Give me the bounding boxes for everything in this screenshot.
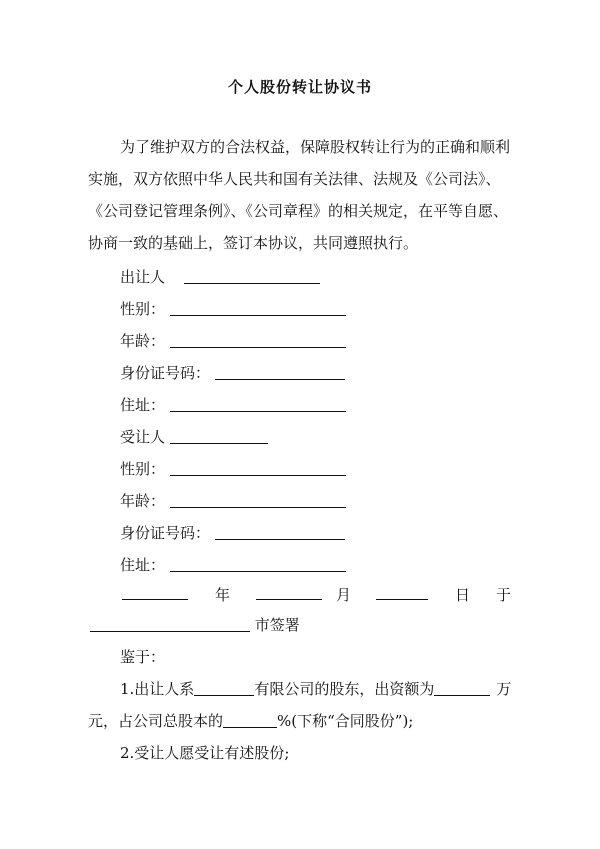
transferee-address-row [120, 554, 346, 575]
transferee-id-label: 身份证号码： [120, 524, 211, 542]
transferor-age-row [120, 330, 346, 351]
intro-line-3: 《公司登记管理条例》、《公司章程》的相关规定，在平等自愿、 [88, 202, 509, 220]
transferor-address-row [120, 394, 346, 415]
city-sign-row [90, 614, 300, 635]
transferee-age-row [120, 490, 346, 511]
transferor-row [120, 266, 320, 287]
intro-line-4: 协商一致的基础上，签订本协议，共同遵照执行。 [88, 234, 419, 252]
year-blank[interactable] [122, 584, 188, 600]
transferee-label: 受让人 [120, 428, 166, 446]
transferor-name-blank[interactable] [184, 268, 320, 284]
transferee-age-label: 年龄： [120, 492, 166, 510]
item1-part-e: %(下称“合同股份”); [277, 712, 414, 730]
transferor-age-blank[interactable] [170, 332, 346, 348]
company-name-blank[interactable] [194, 680, 254, 696]
whereas-heading: 鉴于： [120, 648, 166, 666]
transferee-row [120, 426, 268, 447]
transferor-label: 出让人 [120, 268, 166, 286]
day-blank[interactable] [376, 584, 428, 600]
intro-line-2: 实施，双方依照中华人民共和国有关法律、法规及《公司法》、 [88, 170, 501, 188]
at-label: 于 [496, 586, 512, 604]
intro-line-1: 为了维护双方的合法权益，保障股权转让行为的正确和顺利 [120, 138, 511, 156]
month-label: 月 [336, 586, 352, 604]
transferor-gender-row [120, 298, 346, 319]
whereas-item-1-line-1 [120, 678, 511, 699]
day-label: 日 [455, 586, 471, 604]
whereas-item-2: 2.受让人愿受让有述股份; [120, 744, 290, 762]
transferee-address-label: 住址： [120, 556, 166, 574]
transferor-id-blank[interactable] [215, 364, 345, 380]
item1-part-d: 元，占公司总股本的 [88, 712, 224, 730]
whereas-item-1-line-2 [88, 710, 413, 731]
item1-part-b: 有限公司的股东，出资额为 [254, 680, 435, 698]
document-title: 个人股份转让协议书 [227, 78, 372, 96]
month-blank[interactable] [256, 584, 322, 600]
city-sign-label: 市签署 [254, 616, 300, 634]
transferor-address-blank[interactable] [170, 396, 346, 412]
year-label: 年 [215, 586, 231, 604]
city-blank[interactable] [90, 616, 250, 632]
transferee-gender-blank[interactable] [170, 460, 346, 476]
transferee-id-row [120, 522, 345, 543]
transferor-address-label: 住址： [120, 396, 166, 414]
transferor-age-label: 年龄： [120, 332, 166, 350]
transferee-age-blank[interactable] [170, 492, 346, 508]
transferor-id-label: 身份证号码： [120, 364, 211, 382]
transferee-gender-row [120, 458, 346, 479]
transferor-gender-label: 性别： [120, 300, 166, 318]
transferor-gender-blank[interactable] [170, 300, 346, 316]
transferee-gender-label: 性别： [120, 460, 166, 478]
transferee-name-blank[interactable] [170, 428, 268, 444]
transferee-address-blank[interactable] [170, 556, 346, 572]
transferor-id-row [120, 362, 345, 383]
share-percent-blank[interactable] [223, 712, 277, 728]
item1-part-c: 万 [496, 680, 512, 698]
item1-part-a: 1.出让人系 [120, 680, 195, 698]
capital-amount-blank[interactable] [434, 680, 490, 696]
transferee-id-blank[interactable] [215, 524, 345, 540]
